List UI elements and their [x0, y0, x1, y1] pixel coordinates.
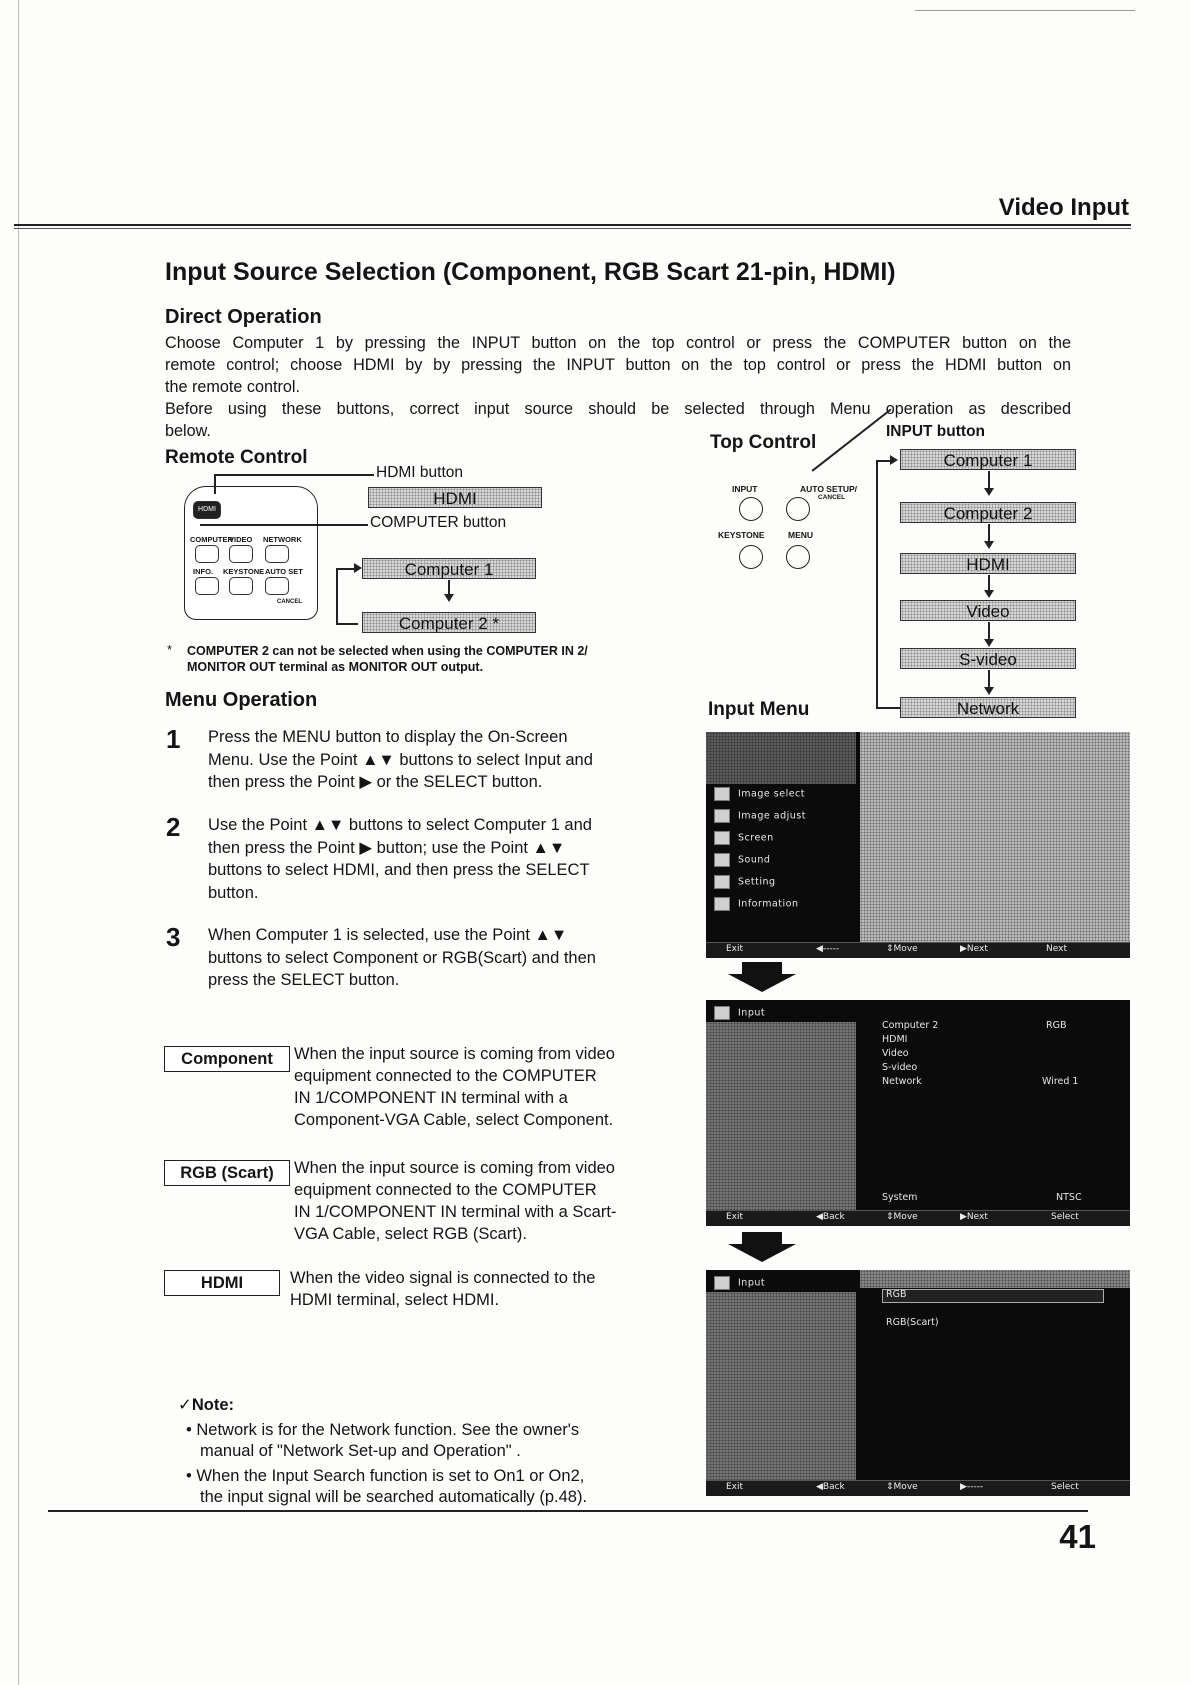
note-title: ✓Note:: [178, 1396, 234, 1414]
remote-video-btn: [229, 545, 253, 563]
rgb-desc-line-2: equipment connected to the COMPUTER: [294, 1181, 597, 1199]
cycle-svideo: S-video: [900, 648, 1076, 669]
screen3-item-input: Input: [714, 1276, 765, 1290]
screen2-value-rgb: RGB: [1046, 1020, 1067, 1031]
step-3-line-2: buttons to select Component or RGB(Scart) and then: [208, 948, 596, 967]
cycle-link-3: [988, 575, 990, 590]
screen1-top-items: [706, 732, 856, 784]
screen3-list-rgb: RGB: [886, 1289, 907, 1300]
step-2-line-1: Use the Point ▲▼ buttons to select Computer 1 and: [208, 816, 592, 834]
computer1-box: Computer 1: [362, 558, 536, 579]
screen2-list-video: Video: [882, 1048, 909, 1059]
rgb-desc-line-1: When the input source is coming from video: [294, 1159, 615, 1177]
direct-line-3: the remote control.: [165, 378, 300, 396]
cycle-arrow-down-icon: [984, 488, 994, 496]
top-control-heading: Top Control: [710, 432, 817, 453]
hdmi-box: HDMI: [368, 487, 542, 508]
page-edge-line: [18, 0, 19, 1685]
menu-operation-heading: Menu Operation: [165, 689, 318, 711]
remote-control-heading: Remote Control: [165, 447, 308, 468]
cycle-arrow-down-icon: [984, 590, 994, 598]
remote-autoset-btn: [265, 577, 289, 595]
screen1-item-image-adjust: Image adjust: [714, 809, 806, 823]
section-title: Video Input: [998, 194, 1129, 221]
screen2-list-svideo: S-video: [882, 1062, 918, 1073]
hdmi-desc-line-2: HDMI terminal, select HDMI.: [290, 1291, 500, 1309]
step-2-number: 2: [166, 812, 181, 842]
component-desc-line-1: When the input source is coming from video: [294, 1045, 615, 1063]
screen2-status-bar: [706, 1210, 1130, 1226]
step-2-line-4: button.: [208, 883, 259, 902]
screen2-side-dim: [706, 1022, 856, 1210]
screen3-bar-move: ⇕Move: [886, 1482, 918, 1492]
step-3-text: [208, 924, 648, 992]
remote-hdmi-btn: HDMI: [193, 501, 221, 519]
cycle-link-1: [988, 471, 990, 488]
remote-label-autoset: AUTO SET: [265, 567, 303, 576]
screen1-item-screen: Screen: [714, 831, 774, 845]
hdmi-callout-line: [214, 474, 374, 476]
screen2-bar-move: ⇕Move: [886, 1212, 918, 1222]
screen3-highlight-rgb: [882, 1289, 1104, 1303]
arrow-right-icon: [354, 563, 362, 573]
screen1-bar-move: ⇕Move: [886, 944, 918, 954]
remote-footnote: [187, 643, 588, 675]
screen2-system-label: System: [882, 1192, 918, 1203]
screen1-bar-exit: Exit: [726, 944, 744, 954]
remote-label-keystone: KEYSTONE: [223, 567, 265, 576]
screen3-top-strip: [860, 1270, 1130, 1288]
down-arrow-stem: [742, 962, 782, 974]
header-rule-thin: [14, 228, 1131, 229]
step-1-line-2: Menu. Use the Point ▲▼ buttons to select Input and: [208, 750, 593, 769]
remote-label-info: INFO.: [193, 567, 213, 576]
step-2-line-3: buttons to select HDMI, and then press the SELECT: [208, 861, 590, 879]
cycle-arrow-down-icon: [984, 687, 994, 695]
component-desc: [294, 1043, 664, 1131]
note-1-line-2: manual of "Network Set-up and Operation" .: [200, 1442, 521, 1460]
footnote-line-2: MONITOR OUT terminal as MONITOR OUT output.: [187, 660, 484, 674]
footnote-line-1: COMPUTER 2 can not be selected when using the COMPUTER IN 2/: [187, 644, 588, 658]
hdmi-desc: [290, 1267, 660, 1311]
note-2-line-2: the input signal will be searched automatically (p.48).: [200, 1488, 588, 1506]
note-item-2: [186, 1466, 626, 1508]
top-label-cancel: CANCEL: [818, 494, 846, 501]
cycle-computer1: Computer 1: [900, 449, 1076, 470]
screen3-side-dim: [706, 1292, 856, 1480]
cycle-connector-left: [336, 568, 338, 624]
component-tag: Component: [164, 1046, 290, 1072]
step-1-number: 1: [166, 724, 181, 754]
header-rule: [14, 224, 1131, 226]
cycle-hdmi: HDMI: [900, 553, 1076, 574]
direct-operation-heading: Direct Operation: [165, 306, 322, 328]
hdmi-tag: HDMI: [164, 1270, 280, 1296]
cycle-loop-top: [876, 460, 890, 462]
rgb-desc-line-4: VGA Cable, select RGB (Scart).: [294, 1225, 527, 1243]
rgb-desc-line-3: IN 1/COMPONENT IN terminal with a Scart-: [294, 1203, 617, 1221]
screen2-system-value: NTSC: [1056, 1192, 1082, 1203]
step-3-line-1: When Computer 1 is selected, use the Point ▲▼: [208, 926, 568, 944]
screen2-bar-next: ▶Next: [960, 1212, 988, 1222]
page-title: Input Source Selection (Component, RGB Scart 21-pin, HDMI): [165, 258, 896, 286]
remote-label-computer: COMPUTER: [190, 535, 233, 544]
arrow-down-icon: [444, 594, 454, 602]
step-1-text: [208, 726, 648, 794]
screen3-status-bar: [706, 1480, 1130, 1496]
rgb-scart-desc: [294, 1157, 664, 1245]
step-2-text: [208, 814, 648, 904]
remote-keystone-btn: [229, 577, 253, 595]
note-item-1: [186, 1420, 626, 1462]
down-arrow-icon: [728, 974, 796, 992]
cycle-network: Network: [900, 697, 1076, 718]
computer-button-label: COMPUTER button: [370, 514, 507, 531]
rgb-scart-tag: RGB (Scart): [164, 1160, 290, 1186]
screen3-bar-next: ▶-----: [960, 1482, 984, 1492]
direct-line-5: below.: [165, 422, 211, 440]
top-input-button: [739, 497, 763, 521]
menu-screenshot-2: [706, 1000, 1130, 1226]
top-rule: [915, 10, 1135, 11]
step-3-line-3: press the SELECT button.: [208, 971, 400, 989]
screen1-submenu-area: [860, 732, 1130, 942]
computer-callout-line: [200, 524, 368, 526]
screen1-bar-back: ◀-----: [816, 944, 840, 954]
footnote-star: *: [167, 642, 173, 657]
cycle-loop-bottom: [876, 707, 900, 709]
screen1-status-bar: [706, 942, 1130, 958]
cycle-video: Video: [900, 600, 1076, 621]
cycle-link-4: [988, 622, 990, 639]
remote-label-network: NETWORK: [263, 535, 302, 544]
screen3-list-rgb-scart: RGB(Scart): [886, 1317, 939, 1328]
menu-screenshot-1: [706, 732, 1130, 958]
component-desc-line-2: equipment connected to the COMPUTER: [294, 1067, 597, 1085]
screen3-bar-select: Select: [1051, 1482, 1079, 1492]
remote-label-video: VIDEO: [229, 535, 253, 544]
component-desc-line-4: Component-VGA Cable, select Component.: [294, 1111, 614, 1129]
screen2-item-input: Input: [714, 1006, 765, 1020]
screen2-bar-exit: Exit: [726, 1212, 744, 1222]
top-label-autosetup: AUTO SETUP/: [800, 484, 857, 494]
hdmi-button-label: HDMI button: [376, 464, 464, 481]
screen1-item-image-select: Image select: [714, 787, 805, 801]
screen1-item-setting: Setting: [714, 875, 776, 889]
screen3-bar-exit: Exit: [726, 1482, 744, 1492]
down-arrow-stem: [742, 1232, 782, 1244]
screen2-list-computer2: Computer 2: [882, 1020, 939, 1031]
hdmi-callout-drop: [214, 474, 216, 494]
cycle-loop-left: [876, 460, 878, 708]
top-label-menu: MENU: [788, 530, 814, 540]
cycle-connector-bottom: [336, 623, 358, 625]
cycle-link-2: [988, 524, 990, 541]
hdmi-desc-line-1: When the video signal is connected to the: [290, 1269, 596, 1287]
step-2-line-2: then press the Point ▶ button; use the Point ▲▼: [208, 838, 566, 857]
screen2-list-network: Network: [882, 1076, 922, 1087]
step-1-line-1: Press the MENU button to display the On-Screen: [208, 728, 568, 746]
input-button-label: INPUT button: [886, 423, 986, 440]
cycle-arrow-down-icon: [984, 541, 994, 549]
top-menu-button: [786, 545, 810, 569]
input-menu-heading: Input Menu: [708, 699, 810, 720]
direct-line-4: Before using these buttons, correct input source should be selected through Menu operation as described: [165, 400, 1071, 418]
screen2-bar-back: ◀Back: [816, 1212, 845, 1222]
step-3-number: 3: [166, 922, 181, 952]
page-number: 41: [1059, 1518, 1096, 1555]
screen2-list-hdmi: HDMI: [882, 1034, 908, 1045]
screen1-bar-select-next: Next: [1046, 944, 1067, 954]
cycle-arrow-right-icon: [890, 455, 898, 465]
remote-network-btn: [265, 545, 289, 563]
remote-label-cancel: CANCEL: [277, 599, 302, 605]
computer2-box: Computer 2 *: [362, 612, 536, 633]
screen2-value-wired: Wired 1: [1042, 1076, 1079, 1087]
component-desc-line-3: IN 1/COMPONENT IN terminal with a: [294, 1089, 568, 1107]
screen1-item-information: Information: [714, 897, 799, 911]
note-2-line-1: • When the Input Search function is set to On1 or On2,: [186, 1467, 585, 1485]
remote-computer-btn: [195, 545, 219, 563]
screen1-item-sound: Sound: [714, 853, 770, 867]
cycle-link-5: [988, 670, 990, 687]
menu-screenshot-3: [706, 1270, 1130, 1496]
screen1-bar-next: ▶Next: [960, 944, 988, 954]
note-1-line-1: • Network is for the Network function. See the owner's: [186, 1421, 580, 1439]
top-autosetup-button: [786, 497, 810, 521]
remote-info-btn: [195, 577, 219, 595]
footer-rule: [48, 1510, 1088, 1512]
top-keystone-button: [739, 545, 763, 569]
cycle-computer2: Computer 2: [900, 502, 1076, 523]
top-label-keystone: KEYSTONE: [718, 530, 765, 540]
cycle-arrow-down-icon: [984, 639, 994, 647]
step-1-line-3: then press the Point ▶ or the SELECT button.: [208, 773, 543, 791]
remote-control-illustration: [184, 486, 318, 620]
cycle-down-line: [448, 580, 450, 594]
direct-line-2: remote control; choose HDMI by by pressing the INPUT button on the top control or press the HDMI button on: [165, 356, 1071, 374]
direct-line-1: Choose Computer 1 by pressing the INPUT button on the top control or press the COMPUTER button on the: [165, 334, 1071, 352]
down-arrow-icon: [728, 1244, 796, 1262]
screen2-bar-select: Select: [1051, 1212, 1079, 1222]
screen3-bar-back: ◀Back: [816, 1482, 845, 1492]
top-label-input: INPUT: [732, 484, 758, 494]
